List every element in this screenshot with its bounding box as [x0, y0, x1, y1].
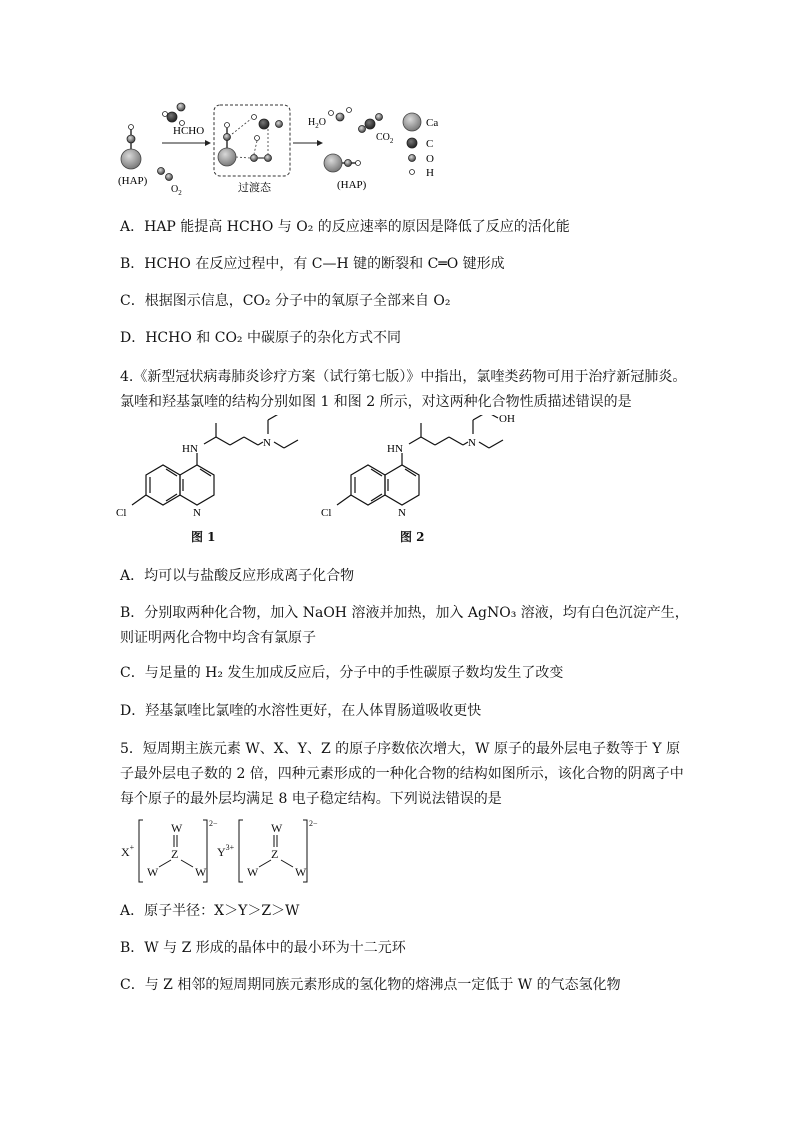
fig2-n: N: [468, 437, 476, 449]
hydroxychloroquine-structure: [315, 415, 525, 525]
hap-label-left: (HAP): [118, 175, 148, 187]
fig1-cl: Cl: [116, 507, 127, 519]
q5-stem-3: 每个原子的最外层均满足 8 电子稳定结构。下列说法错误的是: [120, 791, 502, 807]
svg-text:W: W: [147, 865, 159, 879]
anion1-charge: 2−: [209, 819, 218, 828]
fig2-cl: Cl: [321, 507, 332, 519]
q5-stem-2: 子最外层电子数的 2 倍，四种元素形成的一种化合物的结构如图所示，该化合物的阴离子中: [120, 766, 684, 782]
co2-label: $CO_2$: [376, 132, 394, 145]
q4-option-d: D．羟基氯喹比氯喹的水溶性更好，在人体胃肠道吸收更快: [120, 703, 482, 719]
fig1-caption: 图 1: [191, 530, 216, 544]
q3-option-d: D．HCHO 和 CO₂ 中碳原子的杂化方式不同: [120, 330, 401, 346]
q4-option-c: C．与足量的 H₂ 发生加成反应后，分子中的手性碳原子数均发生了改变: [120, 665, 564, 681]
q4-stem-2: 氯喹和羟基氯喹的结构分别如图 1 和图 2 所示，对这两种化合物性质描述错误的是: [120, 394, 632, 410]
legend-ca-icon: [403, 113, 421, 131]
q5-option-b: B．W 与 Z 形成的晶体中的最小环为十二元环: [120, 940, 406, 956]
transition-state-label: 过渡态: [238, 182, 271, 194]
h2o-label: $H_2O$: [308, 117, 326, 130]
q4-option-b-1: B．分别取两种化合物，加入 NaOH 溶液并加热，加入 AgNO₃ 溶液，均有白色沉淀产生，: [120, 605, 689, 621]
q5-option-a: A．原子半径：X＞Y＞Z＞W: [120, 903, 300, 919]
svg-text:W: W: [295, 865, 307, 879]
svg-text:W: W: [171, 821, 183, 835]
y-cation: $Y^{3+}$: [217, 843, 235, 859]
q4-option-a: A．均可以与盐酸反应形成离子化合物: [120, 568, 355, 584]
hap-label-right: (HAP): [337, 179, 367, 191]
fig2-oh: OH: [499, 415, 515, 425]
fig2-caption: 图 2: [400, 530, 425, 544]
fig2-ring-n: N: [398, 507, 406, 519]
o2-label-left: $O_2$: [171, 184, 182, 197]
svg-text:W: W: [195, 865, 207, 879]
legend-c-icon: [407, 138, 417, 148]
chloroquine-structure: [110, 415, 310, 525]
legend-h: H: [426, 167, 434, 179]
fig1-n: N: [263, 437, 271, 449]
x-cation: X+: [121, 843, 135, 859]
legend-ca: Ca: [426, 117, 439, 129]
q3-option-c: C．根据图示信息，CO₂ 分子中的氧原子全部来自 O₂: [120, 293, 451, 309]
legend-h-icon: [410, 170, 415, 175]
q3-option-a: A．HAP 能提高 HCHO 与 O₂ 的反应速率的原因是降低了反应的活化能: [120, 219, 570, 235]
legend-c: C: [426, 138, 434, 150]
q5-option-c: C．与 Z 相邻的短周期同族元素形成的氢化物的熔沸点一定低于 W 的气态氢化物: [120, 977, 621, 993]
hcho-label: HCHO: [173, 125, 205, 137]
fig1-ring-n: N: [193, 507, 201, 519]
legend-o: O: [426, 153, 434, 165]
legend-o-icon: [409, 155, 416, 162]
svg-text:W: W: [247, 865, 259, 879]
q5-stem-1: 5．短周期主族元素 W、X、Y、Z 的原子序数依次增大，W 原子的最外层电子数等于 Y 原: [120, 741, 681, 757]
svg-text:Z: Z: [271, 847, 279, 861]
svg-text:Z: Z: [171, 847, 179, 861]
q4-option-b-2: 则证明两化合物中均含有氯原子: [120, 630, 316, 646]
q4-stem-1: 4.《新型冠状病毒肺炎诊疗方案（试行第七版）》中指出，氯喹类药物可用于治疗新冠肺炎。: [120, 369, 687, 385]
ionic-formula: [115, 818, 375, 888]
fig1-hn: HN: [182, 443, 198, 455]
fig2-hn: HN: [387, 443, 403, 455]
hap-ca-atom: [121, 149, 141, 169]
anion2-charge: 2−: [309, 819, 318, 828]
q3-option-b: B．HCHO 在反应过程中，有 C—H 键的断裂和 C═O 键形成: [120, 256, 505, 272]
svg-text:W: W: [271, 821, 283, 835]
